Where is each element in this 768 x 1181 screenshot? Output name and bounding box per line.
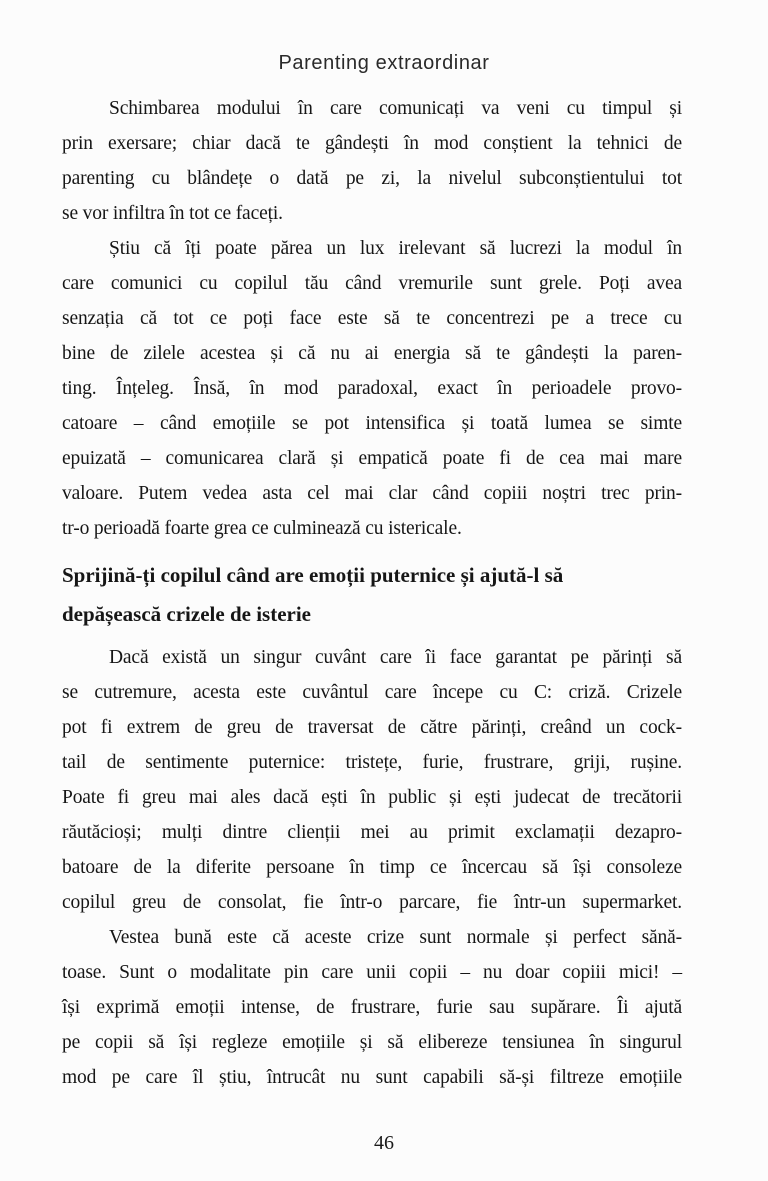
heading-text-line: depășească crizele de isterie — [62, 602, 311, 626]
paragraph — [62, 231, 682, 546]
body-text-line: epuizată – comunicarea clară și empatică poate fi de cea mai mare — [62, 448, 682, 469]
body-text-line: răutăcioși; mulți dintre clienții mei au primit exclamații dezapro- — [62, 822, 682, 843]
body-text-line: bine de zilele acestea și că nu ai energia să te gândești la paren- — [62, 343, 682, 364]
body-text-line: valoare. Putem vedea asta cel mai clar când copiii noștri trec prin- — [62, 483, 682, 504]
body-text-line: catoare – când emoțiile se pot intensifica și toată lumea se simte — [62, 413, 682, 434]
body-text-line: Știu că îți poate părea un lux irelevant să lucrezi la modul în — [109, 238, 682, 259]
paragraph — [62, 640, 682, 920]
heading-text-line: Sprijină-ți copilul când are emoții puternice și ajută-l să — [62, 563, 564, 587]
body-text-line: mod pe care îl știu, întrucât nu sunt capabili să-și filtreze emoțiile — [62, 1067, 682, 1088]
body-text-line: copilul greu de consolat, fie într-o parcare, fie într-un supermarket. — [62, 892, 682, 913]
body-text-line: își exprimă emoții intense, de frustrare, furie sau supărare. Îi ajută — [62, 997, 682, 1018]
body-text-line: Schimbarea modului în care comunicați va veni cu timpul și — [109, 98, 682, 119]
paragraph — [62, 91, 682, 231]
body-text-line: Vestea bună este că aceste crize sunt normale și perfect sănă- — [109, 927, 682, 948]
body-text-line: pe copii să își regleze emoțiile și să elibereze tensiunea în singurul — [62, 1032, 682, 1053]
body-text-line: tr-o perioadă foarte grea ce culminează cu istericale. — [62, 518, 462, 539]
body-text-line: care comunici cu copilul tău când vremurile sunt grele. Poți avea — [62, 273, 682, 294]
body-text-line: pot fi extrem de greu de traversat de către părinți, creând un cock- — [62, 717, 682, 738]
body-text-line: prin exersare; chiar dacă te gândești în mod conștient la tehnici de — [62, 133, 682, 154]
body-text-line: ting. Înțeleg. Însă, în mod paradoxal, exact în perioadele provo- — [62, 378, 682, 399]
body-text-line: batoare de la diferite persoane în timp ce încercau să își consoleze — [62, 857, 682, 878]
body-text-line: tail de sentimente puternice: tristețe, furie, frustrare, griji, rușine. — [62, 752, 682, 773]
body-text-line: parenting cu blândețe o dată pe zi, la nivelul subconștientului tot — [62, 168, 682, 189]
page-number: 46 — [374, 1132, 394, 1154]
body-text-line: toase. Sunt o modalitate pin care unii copii – nu doar copiii mici! – — [62, 962, 682, 983]
section-heading — [62, 556, 682, 634]
running-header: Parenting extraordinar — [278, 52, 490, 74]
page-content — [62, 91, 682, 1095]
body-text-line: se cutremure, acesta este cuvântul care începe cu C: criză. Crizele — [62, 682, 682, 703]
body-text-line: Dacă există un singur cuvânt care îi face garantat pe părinți să — [109, 647, 682, 668]
paragraph — [62, 920, 682, 1095]
body-text-line: senzația că tot ce poți face este să te concentrezi pe a trece cu — [62, 308, 682, 329]
body-text-line: Poate fi greu mai ales dacă ești în public și ești judecat de trecătorii — [62, 787, 682, 808]
body-text-line: se vor infiltra în tot ce faceți. — [62, 203, 283, 224]
